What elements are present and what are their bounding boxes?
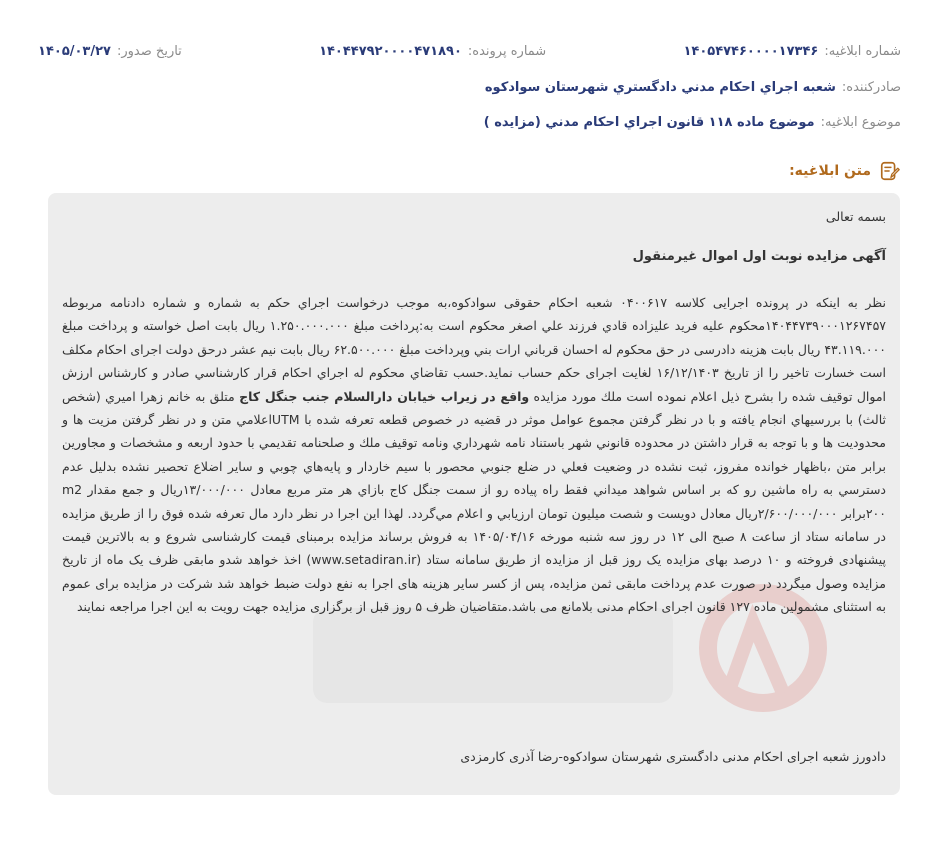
notice-paragraph: [62, 291, 886, 619]
subject-row: [484, 115, 901, 130]
basmala: بسمه تعالی: [825, 209, 886, 224]
document-edit-icon: [879, 160, 901, 182]
issue-date-label: تاريخ صدور:: [117, 44, 182, 59]
issuer-row: [485, 80, 901, 95]
notice-number: [683, 44, 901, 59]
signature: دادورز شعبه اجرای احکام مدنی دادگستری شهرستان سوادکوه-رضا آذری کارمزدی: [460, 749, 886, 764]
case-number-value: ۱۴۰۴۴۷۹۲۰۰۰۰۴۷۱۸۹۰: [319, 44, 462, 59]
header-meta-row: [38, 44, 901, 59]
issue-date: [38, 44, 182, 59]
paragraph-part-1: نظر به اینکه در پرونده اجرایی کلاسه ۰۴۰۰۶۱۷ شعبه احکام حقوقی سوادکوه،به موجب درخواست اجراي حكم به شماره و شماره دادنامه مربوطه ۱۴۰۴۴۷۳۹۰۰۰۱۲۶۷۴۵۷محكوم عليه فريد عليزاده قادي فرزند علي اصغر محکوم است به:پرداخت مبلغ ۱.۲۵۰.۰۰۰.۰۰۰ ريال بابت اصل خواسته و پرداخت مبلغ ۴۳.۱۱۹.۰۰۰ ريال بابت هزينه دادرسی در حق محکوم له احسان قرباني ارات بني وپرداخت مبلغ ۶۲.۵۰۰.۰۰۰ ریال بابت نیم عشر درحق دولت اجرای احکام مکلف است خسارت تاخیر را از تاریخ ۱۶/۱۲/۱۴۰۳ لغایت اجرای حکم حساب نماید.حسب تقاضاي محكوم له اجراي احكام قرار كارشناسي صادر و كارشناس ارزش اموال توقيف شده را بشرح ذيل اعلام نموده است ملك مورد مزايده: [62, 295, 887, 404]
notice-text-title: متن ابلاغيه:: [789, 163, 871, 179]
auction-heading: آگهی مزایده نوبت اول اموال غیرمنقول: [632, 249, 886, 264]
notice-card: [48, 193, 900, 795]
paragraph-part-2: متلق به خانم زهرا اميري (شخص ثالث) با بررسيهاي انجام يافته و با در نظر گرفتن مجموع عوامل موثر در قضيه در خصوص قطعه تعرفه شده با UTMاعلامي متن و در نظر گرفتن مزيت ها و محدوديت ها و با توجه به قرار داشتن در محدوده قانوني شهر باستناد نامه شهرداري ونامه توقيف ملك و صلحنامه تقديمي با حدود اربعه و مشخصات و مجاورين برابر متن ،باظهار خوانده مفروز، ثبت نشده در وضعيت فعلي در ضلع جنوبي محصور با سيم خاردار و پايه‌هاي چوبي و ساير اضلاع تحصير نشده بدليل عدم دسترسي به راه ماشين رو كه بر اساس شواهد ميداني فقط راه پياده رو از سمت جنگل كاج بازاي هر متر مربع معادل ۱۳/۰۰۰/۰۰۰ريال و جمع مقدار m2 ۲۰۰برابر ۲/۶۰۰/۰۰۰/۰۰۰ريال معادل دويست و شصت ميليون تومان ارزيابي و اعلام مي‌گردد. لهذا این اجرا در نظر دارد مال تعرفه شده فوق را از طریق مزایده در سامانه ستاد از ساعت ۸ صبح الی ۱۲ در روز سه شنبه مورخه ۱۴۰۵/۰۴/۱۶ به فروش برساند مزایده برمبنای قیمت کارشناسی شروع و به بالاترین قیمت پیشنهادی فروخته و ۱۰ درصد بهای مزایده یک روز قبل از مزایده از طریق سامانه ستاد (www.setadiran.ir) اخذ خواهد شدو مابقی ظرف یک ماه از تاریخ مزایده وصول میگردد در صورت عدم پرداخت مابقی ثمن مزایده، پس از کسر سایر هزینه های اجرا به نفع دولت ضبط خواهد شد شرکت در مزایده برای عموم به استثنای مشمولین ماده ۱۲۷ قانون اجرای احکام مدنی بلامانع می باشد.متقاضیان ظرف ۵ روز قبل از برگزاری مزایده جهت رویت به این اجرا مراجعه نمایند: [62, 388, 887, 615]
property-location: واقع در زيراب خيابان دارالسلام جنب جنگل كاج: [239, 388, 530, 404]
case-number: [319, 44, 546, 59]
case-number-label: شماره پرونده:: [467, 44, 547, 59]
subject-value: موضوع ماده ۱۱۸ قانون اجراي احكام مدني (مزايده ): [483, 115, 815, 130]
issue-date-value: ۱۴۰۵/۰۳/۲۷: [38, 44, 111, 59]
issuer-label: صادرکننده:: [841, 80, 901, 95]
notice-number-label: شماره ابلاغيه:: [824, 44, 901, 59]
notice-number-value: ۱۴۰۵۴۷۴۶۰۰۰۰۱۷۳۴۶: [683, 44, 819, 59]
issuer-value: شعبه اجراي احكام مدني دادگستري شهرستان سوادكوه: [484, 80, 836, 95]
notice-text-heading: [789, 160, 901, 182]
subject-label: موضوع ابلاغيه:: [820, 115, 901, 130]
